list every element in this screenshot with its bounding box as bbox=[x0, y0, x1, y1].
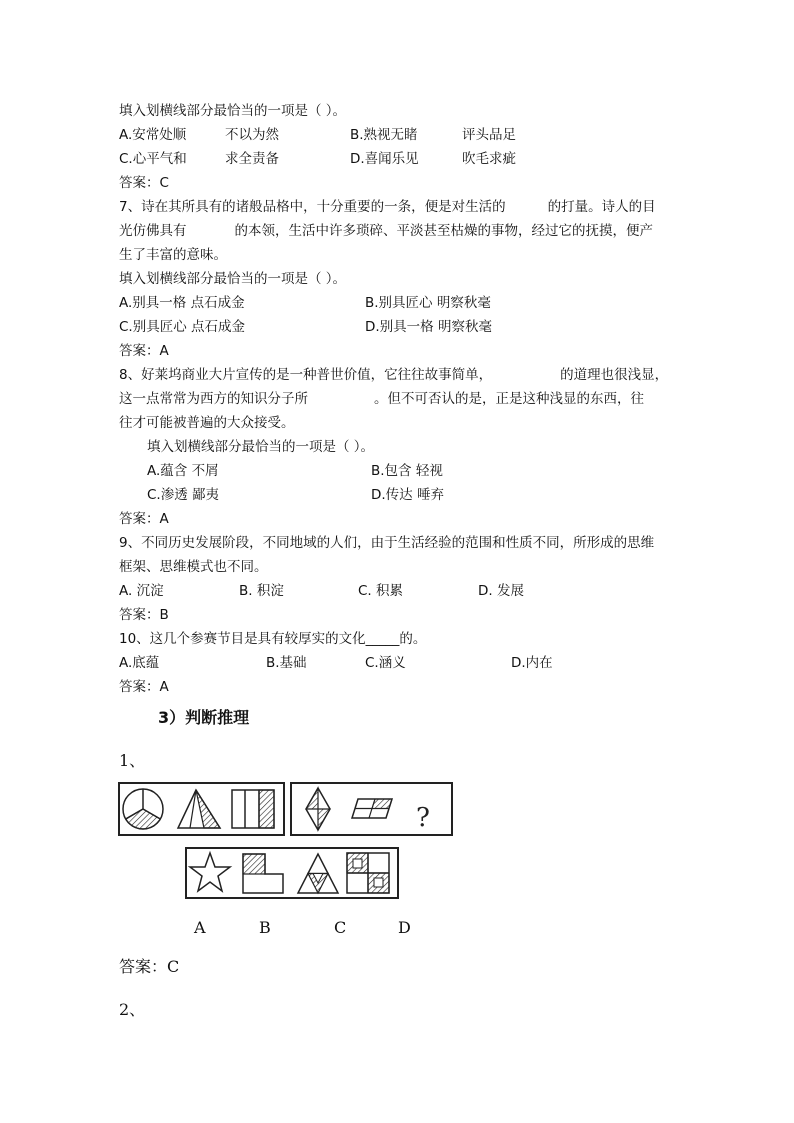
q8-text-line1: 8、好莱坞商业大片宣传的是一种普世价值，它往往故事简单， 的道理也很浅显， bbox=[119, 367, 669, 383]
q9-option-b: B. 积淀 bbox=[239, 583, 284, 599]
option-b-l-shape bbox=[243, 854, 283, 893]
option-a-star-shape bbox=[190, 853, 230, 891]
r1-number: 1、 bbox=[119, 751, 146, 770]
q7-option-d: D.别具一格 明察秋毫 bbox=[365, 319, 492, 335]
q10-option-d: D.内在 bbox=[511, 655, 553, 671]
r1-question-figure bbox=[118, 782, 454, 836]
q7-prompt: 填入划横线部分最恰当的一项是（ ）。 bbox=[119, 271, 347, 287]
option-c-triangle-shape bbox=[298, 854, 338, 893]
r1-answer: 答案：C bbox=[119, 957, 180, 976]
r1-letter-c: C bbox=[334, 918, 347, 937]
q7-option-a: A.别具一格 点石成金 bbox=[119, 295, 245, 311]
q9-text-line2: 框架、思维模式也不同。 bbox=[119, 559, 268, 575]
parallelogram-shape bbox=[352, 799, 392, 818]
q6-option-a-2: 不以为然 bbox=[225, 127, 279, 143]
section-heading: 3）判断推理 bbox=[158, 708, 250, 727]
r1-letter-d: D bbox=[398, 918, 411, 937]
split-rectangle-shape bbox=[232, 790, 274, 828]
q6-prompt: 填入划横线部分最恰当的一项是（ ）。 bbox=[119, 103, 347, 119]
q7-text-line2: 光仿佛具有 的本领，生活中许多琐碎、平淡甚至枯燥的事物，经过它的抚摸，便产 bbox=[119, 223, 653, 239]
q7-option-b: B.别具匠心 明察秋毫 bbox=[365, 295, 491, 311]
q9-text-line1: 9、不同历史发展阶段，不同地域的人们，由于生活经验的范围和性质不同，所形成的思维 bbox=[119, 535, 655, 551]
q6-answer: 答案：C bbox=[119, 175, 169, 191]
q6-option-a: A.安常处顺 bbox=[119, 127, 187, 143]
q8-option-b: B.包含 轻视 bbox=[371, 463, 443, 479]
q6-option-b-2: 评头品足 bbox=[462, 127, 516, 143]
r2-number: 2、 bbox=[119, 1000, 146, 1019]
q7-text-line3: 生了丰富的意味。 bbox=[119, 247, 227, 263]
q9-option-d: D. 发展 bbox=[478, 583, 524, 599]
q6-option-c-2: 求全责备 bbox=[225, 151, 279, 167]
q8-option-d: D.传达 唾弃 bbox=[371, 487, 444, 503]
q10-option-b: B.基础 bbox=[266, 655, 307, 671]
q10-text: 10、这几个参赛节目是具有较厚实的文化_____的。 bbox=[119, 631, 427, 647]
q8-option-a: A.蕴含 不屑 bbox=[147, 463, 219, 479]
r1-letter-a: A bbox=[194, 918, 206, 937]
q7-answer: 答案：A bbox=[119, 343, 169, 359]
q8-text-line3: 往才可能被普遍的大众接受。 bbox=[119, 415, 295, 431]
q7-text-line1: 7、诗在其所具有的诸般品格中，十分重要的一条，便是对生活的 的打量。诗人的目 bbox=[119, 199, 656, 215]
triangle-shape bbox=[178, 790, 220, 828]
q10-answer: 答案：A bbox=[119, 679, 169, 695]
q6-option-d: D.喜闻乐见 bbox=[350, 151, 419, 167]
r1-letter-b: B bbox=[259, 918, 271, 937]
circle-sectors-shape bbox=[123, 789, 163, 829]
q8-answer: 答案：A bbox=[119, 511, 169, 527]
q9-option-a: A. 沉淀 bbox=[119, 583, 164, 599]
q9-answer: 答案：B bbox=[119, 607, 169, 623]
diamond-shape bbox=[306, 788, 330, 830]
q6-option-c: C.心平气和 bbox=[119, 151, 187, 167]
q10-option-c: C.涵义 bbox=[365, 655, 406, 671]
q6-option-d-2: 吹毛求疵 bbox=[462, 151, 516, 167]
r1-options-figure bbox=[185, 847, 399, 899]
q8-text-line2: 这一点常常为西方的知识分子所 。但不可否认的是，正是这种浅显的东西，往 bbox=[119, 391, 644, 407]
q9-option-c: C. 积累 bbox=[358, 583, 404, 599]
q8-option-c: C.渗透 鄙夷 bbox=[147, 487, 220, 503]
q10-option-a: A.底蕴 bbox=[119, 655, 160, 671]
q6-option-b: B.熟视无睹 bbox=[350, 127, 418, 143]
option-d-grid-shape bbox=[347, 853, 389, 893]
q8-prompt: 填入划横线部分最恰当的一项是（ ）。 bbox=[147, 439, 375, 455]
question-mark: ? bbox=[416, 803, 430, 833]
q7-option-c: C.别具匠心 点石成金 bbox=[119, 319, 246, 335]
